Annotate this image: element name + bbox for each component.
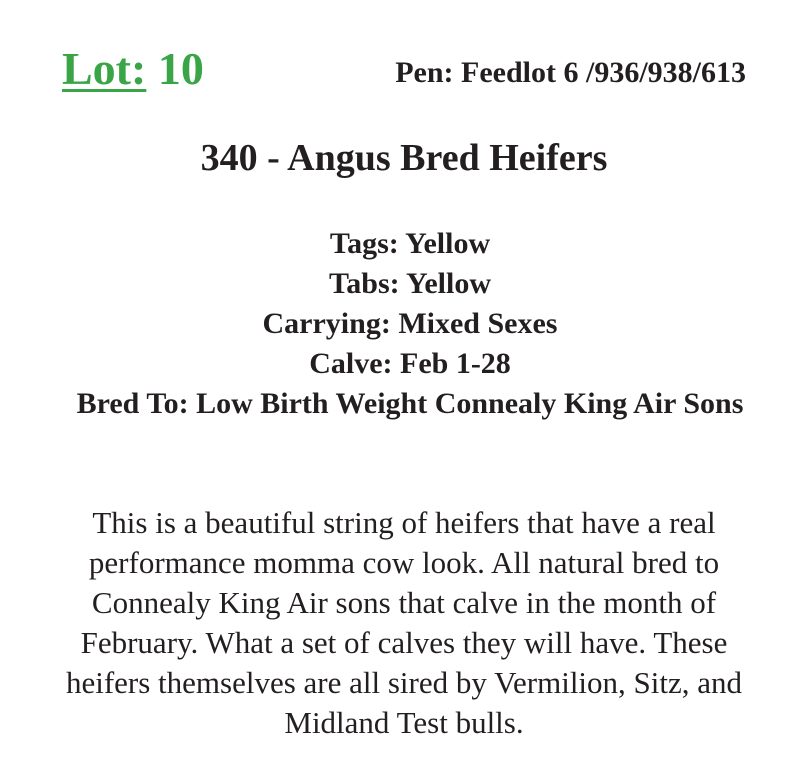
tabs-detail: Tabs: Yellow — [329, 267, 491, 300]
lot-value: 10 — [157, 43, 204, 94]
bred-to-detail: Bred To: Low Birth Weight Connealy King Air Sons — [76, 387, 744, 420]
lot-title: 340 - Angus Bred Heifers — [200, 137, 608, 179]
carrying-detail: Carrying: Mixed Sexes — [262, 307, 558, 340]
calve-detail: Calve: Feb 1-28 — [309, 347, 511, 380]
pen-info: Pen: Feedlot 6 /936/938/613 — [395, 56, 746, 89]
lot-description: This is a beautiful string of heifers that have a real performance momma cow look. All natural bred to Connealy King Air sons that calve in the month of February. What a set of calves they will have. These heifers themselves are all sired by Vermilion, Sitz, and Midland Test bulls. — [65, 505, 743, 740]
header — [0, 38, 808, 108]
tags-detail: Tags: Yellow — [329, 227, 491, 260]
lot-number — [62, 42, 204, 95]
lot-details — [60, 224, 760, 424]
lot-label: Lot: — [62, 43, 147, 94]
